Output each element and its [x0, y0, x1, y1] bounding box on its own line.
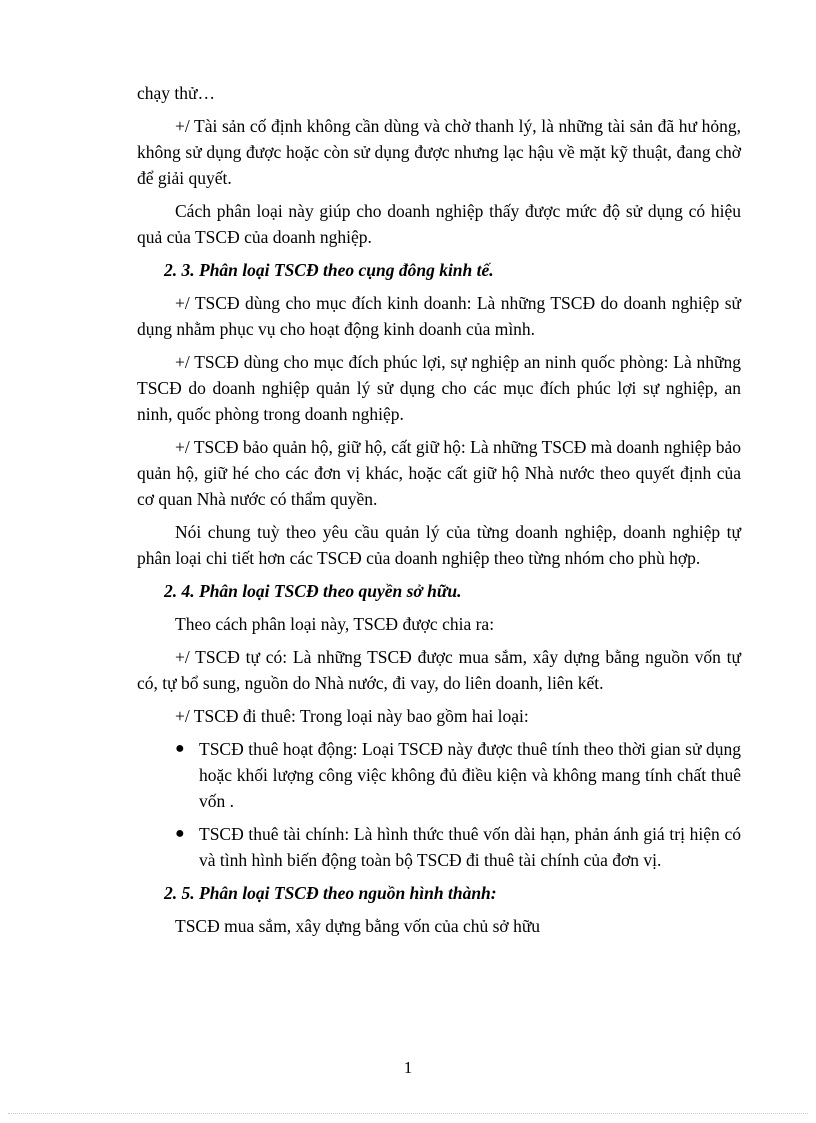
paragraph-leased-assets: +/ TSCĐ đi thuê: Trong loại này bao gồm hai loại:: [175, 706, 529, 726]
page-bottom-divider: [8, 1113, 808, 1114]
section-heading-2-3: 2. 3. Phân loại TSCĐ theo cụng đông kinh tế.: [164, 260, 494, 280]
paragraph-continuation: chạy thử…: [137, 83, 216, 103]
section-heading-2-5: 2. 5. Phân loại TSCĐ theo nguồn hình thành:: [164, 883, 497, 903]
paragraph-ownership-intro: Theo cách phân loại này, TSCĐ được chia ra:: [175, 614, 495, 634]
list-item-text: TSCĐ thuê tài chính: Là hình thức thuê vốn dài hạn, phản ánh giá trị hiện có và tình hình biến động toàn bộ TSCĐ đi thuê tài chính của đơn vị.: [199, 824, 741, 870]
bullet-icon: ●: [175, 825, 185, 842]
list-item: [175, 736, 741, 814]
paragraph-general-note: Nói chung tuỳ theo yêu cầu quản lý của từng doanh nghiệp, doanh nghiệp tự phân loại chi tiết hơn các TSCĐ của doanh nghiệp theo từng nhóm cho phù hợp.: [137, 522, 741, 568]
document-body: [137, 80, 741, 946]
bullet-icon: ●: [175, 740, 185, 757]
list-item-text: TSCĐ thuê hoạt động: Loại TSCĐ này được thuê tính theo thời gian sử dụng hoặc khối lượng công việc không đủ điều kiện và không mang tính chất thuê vốn .: [199, 739, 741, 811]
paragraph-custody-assets: +/ TSCĐ bảo quản hộ, giữ hộ, cất giữ hộ: Là những TSCĐ mà doanh nghiệp bảo quản hộ, giữ hé cho các đơn vị khác, hoặc cất giữ hộ Nhà nước theo quyết định của cơ quan Nhà nước có thẩm quyền.: [137, 437, 741, 509]
list-item: [175, 821, 741, 873]
paragraph-unused-assets: +/ Tài sản cố định không cần dùng và chờ thanh lý, là những tài sản đã hư hỏng, không sử dụng được hoặc còn sử dụng được nhưng lạc hậu về mặt kỹ thuật, đang chờ để giải quyết.: [137, 116, 741, 188]
paragraph-classification-benefit: Cách phân loại này giúp cho doanh nghiệp thấy được mức độ sử dụng có hiệu quả của TSCĐ của doanh nghiệp.: [137, 201, 741, 247]
paragraph-owned-assets: +/ TSCĐ tự có: Là những TSCĐ được mua sắm, xây dựng bằng nguồn vốn tự có, tự bổ sung, nguồn do Nhà nước, đi vay, do liên doanh, liên kết.: [137, 647, 741, 693]
paragraph-welfare-use: +/ TSCĐ dùng cho mục đích phúc lợi, sự nghiệp an ninh quốc phòng: Là những TSCĐ do doanh nghiệp quản lý sử dụng cho các mục đích phúc lợi sự nghiệp, an ninh, quốc phòng trong doanh nghiệp.: [137, 352, 741, 424]
paragraph-funding-source: TSCĐ mua sắm, xây dựng bằng vốn của chủ sở hữu: [175, 916, 541, 936]
section-heading-2-4: 2. 4. Phân loại TSCĐ theo quyền sở hữu.: [164, 581, 462, 601]
paragraph-business-use: +/ TSCĐ dùng cho mục đích kinh doanh: Là những TSCĐ do doanh nghiệp sử dụng nhằm phục vụ cho hoạt động kinh doanh của mình.: [137, 293, 741, 339]
page-number: 1: [403, 1058, 413, 1077]
lease-types-list: [137, 736, 741, 873]
